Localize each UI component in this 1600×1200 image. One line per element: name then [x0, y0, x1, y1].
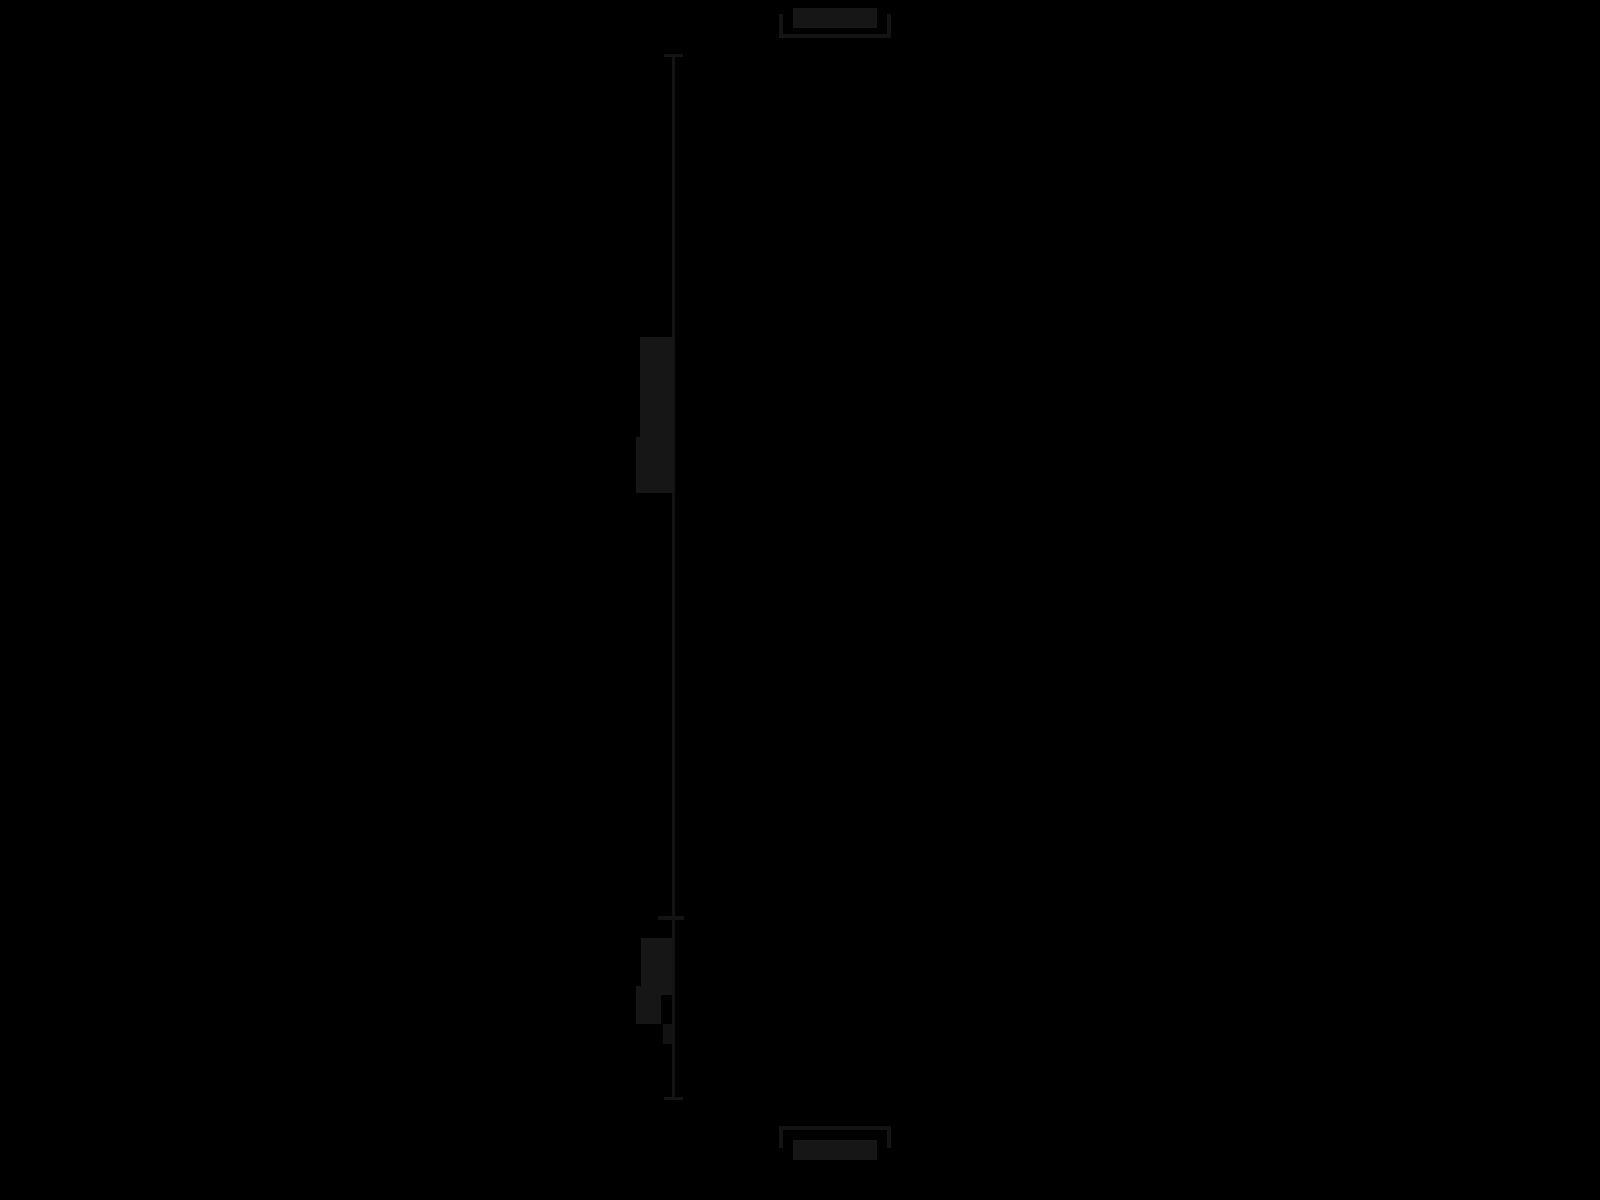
rail-segment-2[interactable] — [636, 437, 674, 493]
bottom-handle[interactable] — [779, 1126, 891, 1164]
bottom-handle-bar — [779, 1126, 891, 1130]
vertical-rail[interactable] — [672, 54, 675, 1100]
top-handle-bar — [779, 34, 891, 38]
rail-segment-1[interactable] — [640, 337, 674, 445]
rail-bottom-cap — [664, 1097, 683, 1100]
top-handle-left-tip — [779, 14, 783, 36]
rail-end-marker — [663, 1024, 672, 1044]
rail-segment-4[interactable] — [636, 986, 661, 1024]
top-handle[interactable] — [779, 0, 891, 38]
rail-tick-marker — [658, 916, 684, 920]
bottom-handle-label — [793, 1140, 877, 1160]
top-handle-label — [793, 8, 877, 28]
top-handle-right-tip — [887, 14, 891, 36]
